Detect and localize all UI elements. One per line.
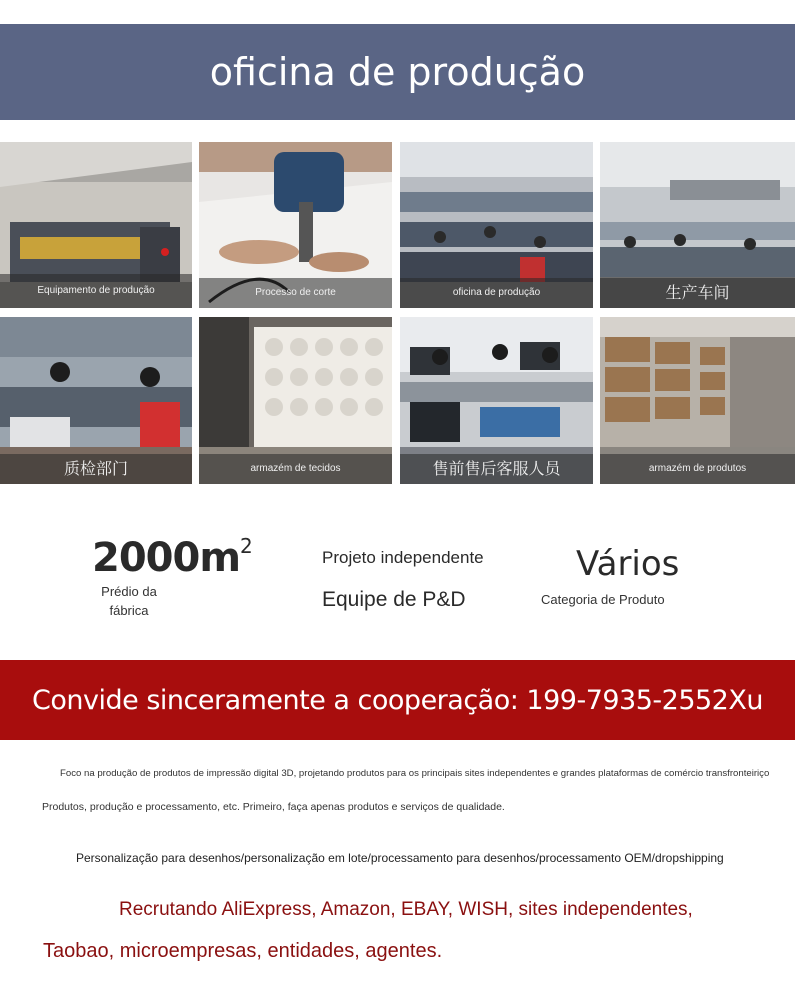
recruitment-line-1: Recrutando AliExpress, Amazon, EBAY, WISH, sites independentes, [119, 899, 693, 920]
cooperation-text: Convide sinceramente a cooperação: 199-7935-2552Xu [32, 684, 763, 716]
photo-product-warehouse [600, 317, 795, 484]
header-banner [0, 24, 795, 120]
description-line-2: Produtos, produção e processamento, etc. Primeiro, faça apenas produtos e serviços de qualidade. [42, 801, 505, 813]
photo-fabric-warehouse [199, 317, 392, 484]
tile-caption: 质检部门 [0, 454, 192, 484]
rd-team-label: Equipe de P&D [322, 588, 466, 611]
variety-value: Vários [576, 544, 680, 584]
tile-caption: armazém de produtos [600, 454, 795, 484]
photo-production-equipment [0, 142, 192, 308]
project-label: Projeto independente [322, 548, 484, 567]
factory-area-label: Prédio da fábrica [101, 584, 157, 618]
tile-caption: oficina de produção [400, 278, 593, 308]
description-line-1: Foco na produção de produtos de impressão digital 3D, projetando produtos para os principais sites independentes e grandes plataformas de comércio transfronteiriço [60, 768, 770, 779]
photo-quality-inspection [0, 317, 192, 484]
tile-caption: Processo de corte [199, 278, 392, 308]
product-category-label: Categoria de Produto [541, 592, 665, 607]
page-title: oficina de produção [209, 50, 586, 94]
area-unit-superscript: 2 [240, 534, 252, 558]
factory-area-value: $2000m^2$ [92, 534, 252, 581]
recruitment-line-2: Taobao, microempresas, entidades, agentes. [43, 940, 443, 962]
tile-caption: 售前售后客服人员 [400, 454, 593, 484]
cooperation-banner [0, 660, 795, 740]
photo-workshop [400, 142, 593, 308]
tile-caption: Equipamento de produção [0, 274, 192, 308]
customization-line: Personalização para desenhos/personalização em lote/processamento para desenhos/processamento OEM/dropshipping [76, 851, 724, 865]
photo-production-hall [600, 142, 795, 308]
photo-cutting-process [199, 142, 392, 308]
photo-gallery [0, 142, 795, 484]
stats-section [0, 520, 795, 630]
tile-caption: 生产车间 [600, 278, 795, 308]
tile-caption: armazém de tecidos [199, 454, 392, 484]
photo-office-staff [400, 317, 593, 484]
